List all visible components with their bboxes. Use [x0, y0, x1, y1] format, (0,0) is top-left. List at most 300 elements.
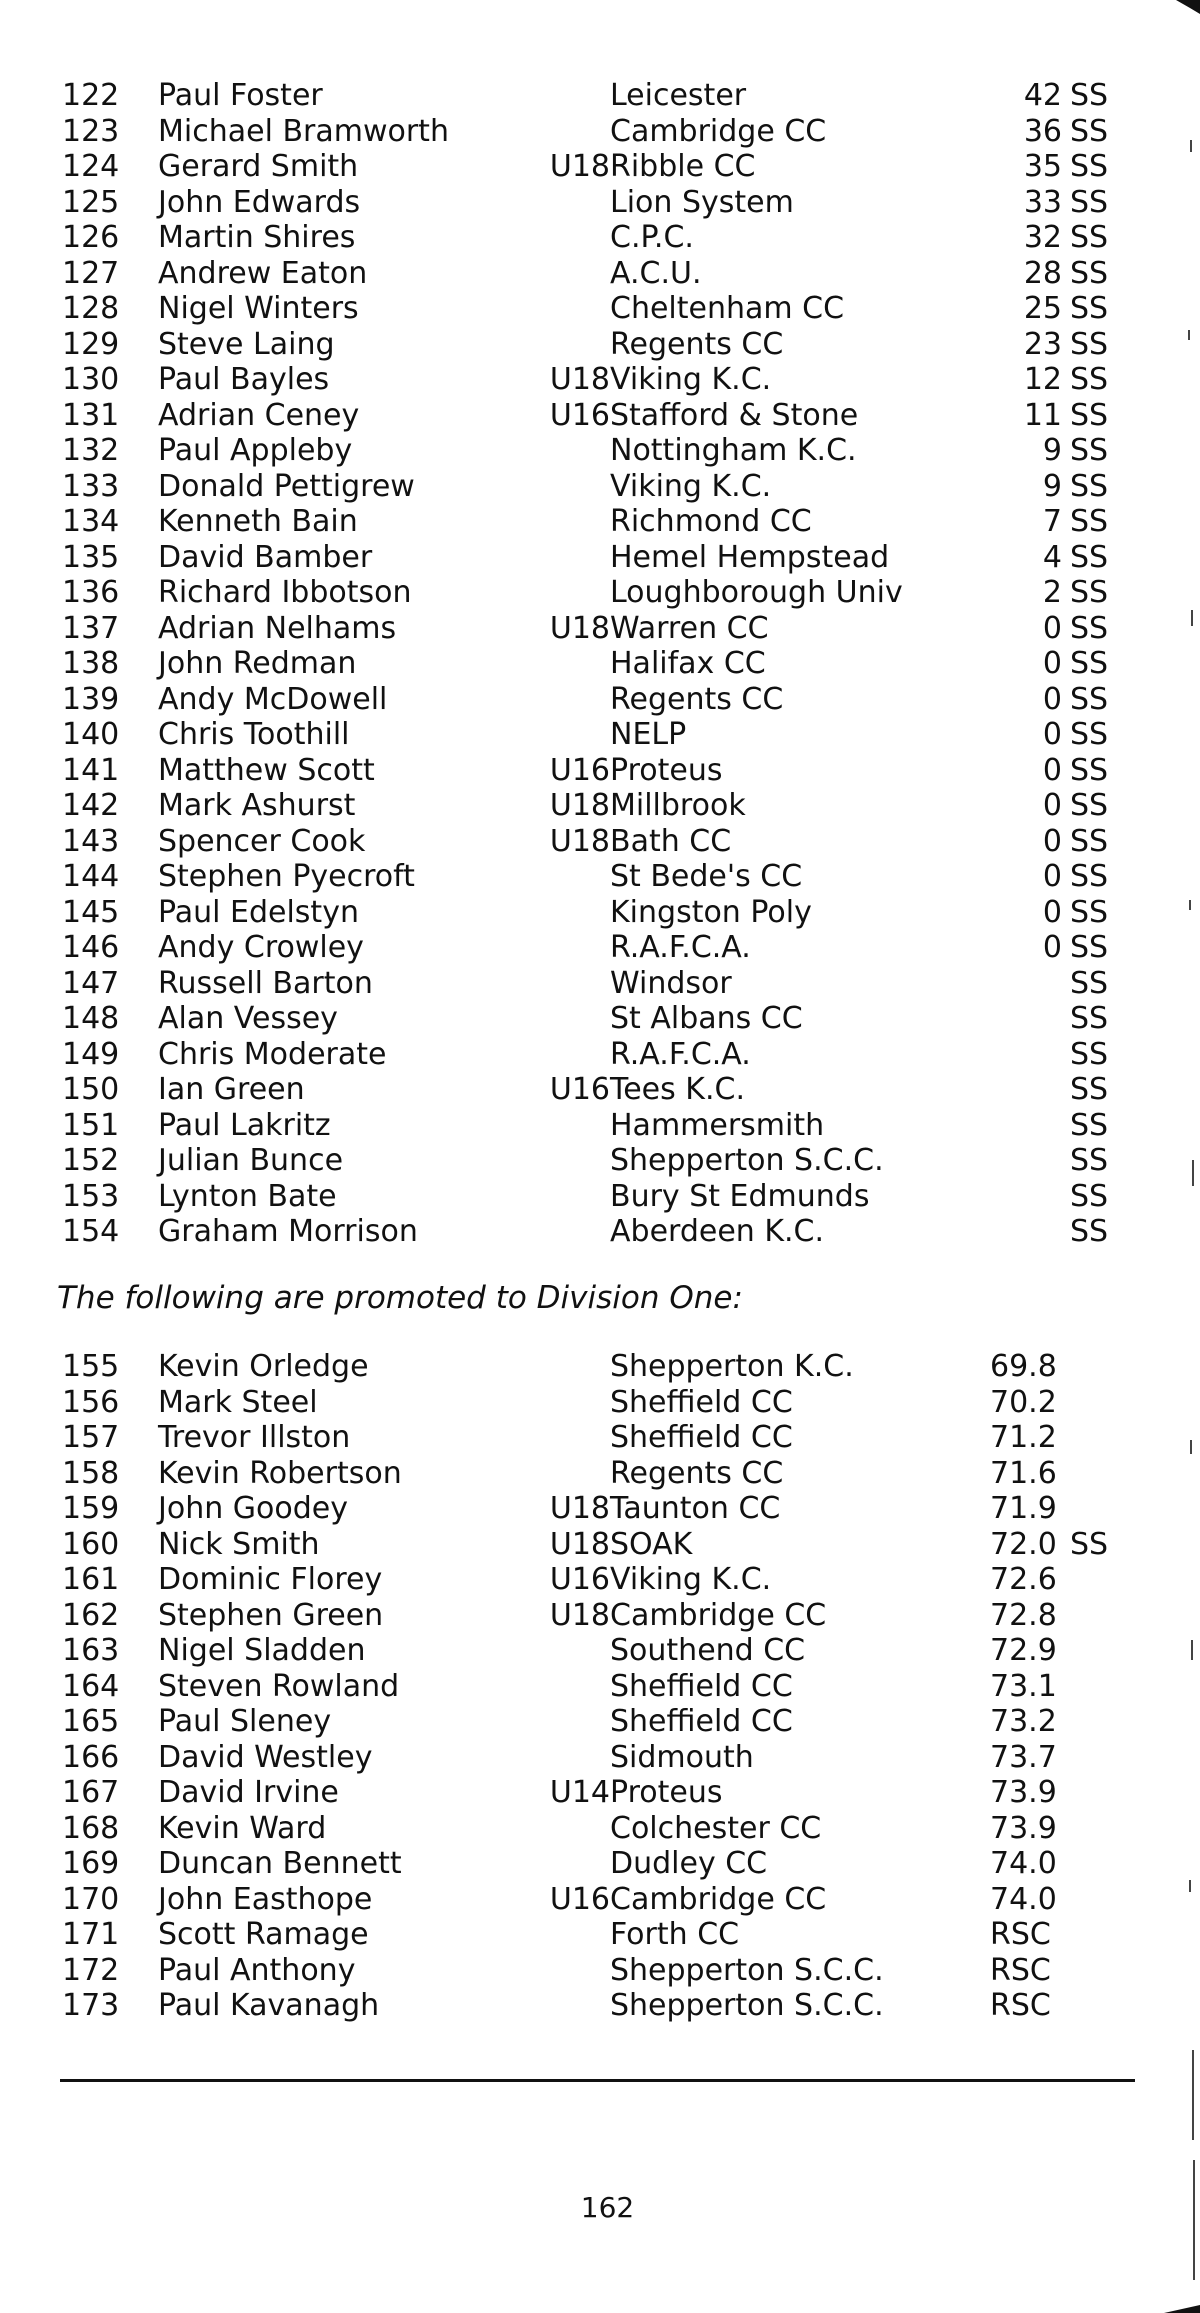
score-value: RSC [990, 1952, 1051, 1988]
competitor-name: Chris Moderate [158, 1036, 387, 1072]
table-row [62, 859, 1132, 895]
club-name: Aberdeen K.C. [610, 1214, 825, 1249]
table-row [62, 753, 1132, 789]
table-row [62, 256, 1132, 292]
entry-number: 138 [62, 646, 120, 681]
table-row [62, 1917, 1132, 1953]
entry-number: 140 [62, 717, 120, 752]
score-value: 73.7 [990, 1739, 1057, 1775]
entry-number: 163 [62, 1633, 120, 1668]
ss-mark: SS [1070, 717, 1109, 752]
table-row [62, 788, 1132, 824]
table-row [62, 646, 1132, 682]
score-value: 0 [1042, 681, 1062, 717]
ss-mark: SS [1070, 823, 1109, 859]
entry-number: 122 [62, 78, 120, 113]
table-row [62, 149, 1132, 185]
promoted-caption: The following are promoted to Division One: [57, 1280, 743, 1316]
ss-mark: SS [1070, 326, 1109, 362]
entry-number: 123 [62, 113, 120, 149]
ss-mark: SS [1070, 859, 1109, 894]
score-value: 35 [1023, 149, 1062, 184]
club-name: Hammersmith [610, 1107, 825, 1143]
age-class: U18 [549, 1526, 610, 1562]
table-row [62, 398, 1132, 434]
competitor-name: Gerard Smith [158, 149, 359, 184]
club-name: Cambridge CC [610, 1881, 827, 1917]
club-name: A.C.U. [610, 255, 702, 291]
entry-number: 169 [62, 1846, 120, 1881]
competitor-name: Ian Green [158, 1072, 305, 1107]
competitor-name: Paul Kavanagh [158, 1988, 380, 2023]
competitor-name: Paul Foster [158, 78, 323, 113]
table-row [62, 1740, 1132, 1776]
score-value: 12 [1023, 362, 1062, 397]
entry-number: 154 [62, 1214, 120, 1249]
entry-number: 147 [62, 965, 120, 1001]
entry-number: 144 [62, 859, 120, 894]
ss-mark: SS [1070, 894, 1109, 930]
ss-mark: SS [1070, 1214, 1109, 1249]
ss-mark: SS [1070, 184, 1109, 220]
ss-mark: SS [1070, 78, 1109, 113]
table-row [62, 1704, 1132, 1740]
score-value: 0 [1042, 752, 1062, 788]
competitor-name: David Westley [158, 1739, 373, 1775]
table-row [62, 433, 1132, 469]
club-name: Sheffield CC [610, 1420, 793, 1455]
club-name: Ribble CC [610, 149, 756, 184]
ss-mark: SS [1070, 575, 1109, 610]
entry-number: 127 [62, 255, 120, 291]
entry-number: 156 [62, 1384, 120, 1420]
competitor-name: Paul Sleney [158, 1704, 332, 1739]
ss-mark: SS [1070, 610, 1109, 646]
table-row [62, 717, 1132, 753]
club-name: Viking K.C. [610, 362, 772, 397]
club-name: Hemel Hempstead [610, 539, 890, 575]
competitor-name: Russell Barton [158, 965, 373, 1001]
table-row [62, 1179, 1132, 1215]
table-row [62, 575, 1132, 611]
entry-number: 153 [62, 1178, 120, 1214]
entry-number: 131 [62, 397, 120, 433]
ss-mark: SS [1070, 504, 1109, 539]
club-name: Dudley CC [610, 1846, 768, 1881]
club-name: Halifax CC [610, 646, 766, 681]
competitor-name: Paul Lakritz [158, 1107, 331, 1143]
competitor-name: Nick Smith [158, 1526, 320, 1562]
club-name: Shepperton K.C. [610, 1349, 854, 1384]
score-value: 0 [1042, 788, 1062, 823]
score-value: 73.1 [990, 1668, 1057, 1704]
table-row [62, 504, 1132, 540]
competitor-name: Trevor Illston [158, 1420, 351, 1455]
score-value: 0 [1042, 894, 1062, 930]
score-value: 7 [1042, 504, 1062, 539]
table-row [62, 220, 1132, 256]
table-row [62, 1037, 1132, 1073]
club-name: Regents CC [610, 326, 784, 362]
entry-number: 160 [62, 1526, 120, 1562]
entry-number: 124 [62, 149, 120, 184]
entry-number: 136 [62, 575, 120, 610]
competitor-name: Andy Crowley [158, 930, 364, 965]
competitor-name: Chris Toothill [158, 717, 350, 752]
club-name: Regents CC [610, 681, 784, 717]
competitor-name: Paul Bayles [158, 362, 330, 397]
club-name: Warren CC [610, 610, 769, 646]
competitor-name: Mark Steel [158, 1384, 318, 1420]
entry-number: 158 [62, 1455, 120, 1491]
table-row [62, 1491, 1132, 1527]
ss-mark: SS [1070, 930, 1109, 965]
competitor-name: Matthew Scott [158, 752, 375, 788]
division-two-results-table [62, 78, 1132, 1250]
competitor-name: Scott Ramage [158, 1917, 369, 1952]
table-row [62, 1633, 1132, 1669]
promoted-results-table [62, 1349, 1132, 2024]
competitor-name: Kevin Orledge [158, 1349, 369, 1384]
table-row [62, 327, 1132, 363]
table-row [62, 362, 1132, 398]
competitor-name: Paul Appleby [158, 433, 353, 468]
ss-mark: SS [1070, 220, 1109, 255]
competitor-name: John Easthope [158, 1881, 373, 1917]
table-row [62, 1562, 1132, 1598]
club-name: Proteus [610, 752, 723, 788]
competitor-name: Stephen Green [158, 1597, 384, 1633]
table-row [62, 1385, 1132, 1421]
competitor-name: Andrew Eaton [158, 255, 368, 291]
club-name: Leicester [610, 78, 747, 113]
club-name: Colchester CC [610, 1810, 822, 1846]
ss-mark: SS [1070, 1526, 1109, 1562]
competitor-name: Richard Ibbotson [158, 575, 412, 610]
club-name: Richmond CC [610, 504, 812, 539]
entry-number: 166 [62, 1739, 120, 1775]
score-value: RSC [990, 1988, 1051, 2023]
entry-number: 125 [62, 184, 120, 220]
entry-number: 149 [62, 1036, 120, 1072]
table-row [62, 1669, 1132, 1705]
score-value: 70.2 [990, 1384, 1057, 1420]
club-name: Sheffield CC [610, 1704, 793, 1739]
score-value: 0 [1042, 646, 1062, 681]
club-name: St Bede's CC [610, 859, 803, 894]
table-row [62, 1143, 1132, 1179]
score-value: 71.2 [990, 1420, 1057, 1455]
entry-number: 132 [62, 433, 120, 468]
club-name: Shepperton S.C.C. [610, 1952, 884, 1988]
entry-number: 148 [62, 1001, 120, 1036]
competitor-name: John Edwards [158, 184, 361, 220]
ss-mark: SS [1070, 539, 1109, 575]
entry-number: 159 [62, 1491, 120, 1526]
entry-number: 172 [62, 1952, 120, 1988]
score-value: 9 [1042, 433, 1062, 468]
ss-mark: SS [1070, 965, 1109, 1001]
score-value: 0 [1042, 717, 1062, 752]
score-value: 71.9 [990, 1491, 1057, 1526]
ss-mark: SS [1070, 1178, 1109, 1214]
ss-mark: SS [1070, 255, 1109, 291]
club-name: Nottingham K.C. [610, 433, 857, 468]
competitor-name: Nigel Winters [158, 291, 359, 326]
score-value: 0 [1042, 823, 1062, 859]
competitor-name: Kevin Robertson [158, 1455, 402, 1491]
entry-number: 139 [62, 681, 120, 717]
club-name: Shepperton S.C.C. [610, 1988, 884, 2023]
entry-number: 128 [62, 291, 120, 326]
table-row [62, 1420, 1132, 1456]
score-value: 73.9 [990, 1810, 1057, 1846]
score-value: 0 [1042, 859, 1062, 894]
entry-number: 162 [62, 1597, 120, 1633]
club-name: St Albans CC [610, 1001, 803, 1036]
score-value: 73.9 [990, 1775, 1057, 1810]
entry-number: 133 [62, 468, 120, 504]
entry-number: 157 [62, 1420, 120, 1455]
ss-mark: SS [1070, 113, 1109, 149]
competitor-name: Martin Shires [158, 220, 356, 255]
table-row [62, 682, 1132, 718]
score-value: 71.6 [990, 1455, 1057, 1491]
age-class: U18 [549, 1491, 610, 1526]
entry-number: 126 [62, 220, 120, 255]
club-name: Kingston Poly [610, 894, 812, 930]
competitor-name: Julian Bunce [158, 1143, 344, 1178]
table-row [62, 1108, 1132, 1144]
age-class: U18 [549, 149, 610, 184]
ss-mark: SS [1070, 1072, 1109, 1107]
club-name: Sidmouth [610, 1739, 754, 1775]
score-value: 72.0 [990, 1526, 1057, 1562]
age-class: U18 [549, 823, 610, 859]
ss-mark: SS [1070, 149, 1109, 184]
age-class: U16 [549, 752, 610, 788]
entry-number: 173 [62, 1988, 120, 2023]
entry-number: 161 [62, 1562, 120, 1597]
club-name: Sheffield CC [610, 1668, 793, 1704]
ss-mark: SS [1070, 646, 1109, 681]
table-row [62, 1072, 1132, 1108]
entry-number: 167 [62, 1775, 120, 1810]
table-row [62, 114, 1132, 150]
score-value: 73.2 [990, 1704, 1057, 1739]
table-row [62, 540, 1132, 576]
club-name: Forth CC [610, 1917, 740, 1952]
competitor-name: Dominic Florey [158, 1562, 383, 1597]
table-row [62, 1527, 1132, 1563]
table-row [62, 1846, 1132, 1882]
ss-mark: SS [1070, 291, 1109, 326]
club-name: Regents CC [610, 1455, 784, 1491]
club-name: Viking K.C. [610, 468, 772, 504]
club-name: Lion System [610, 184, 794, 220]
entry-number: 130 [62, 362, 120, 397]
table-row [62, 1811, 1132, 1847]
entry-number: 170 [62, 1881, 120, 1917]
entry-number: 151 [62, 1107, 120, 1143]
club-name: Loughborough Univ [610, 575, 903, 610]
competitor-name: David Bamber [158, 539, 373, 575]
ss-mark: SS [1070, 468, 1109, 504]
score-value: RSC [990, 1917, 1051, 1952]
club-name: Southend CC [610, 1633, 806, 1668]
table-row [62, 1598, 1132, 1634]
page-number: 162 [580, 2191, 635, 2224]
entry-number: 146 [62, 930, 120, 965]
table-row [62, 469, 1132, 505]
entry-number: 135 [62, 539, 120, 575]
score-value: 72.6 [990, 1562, 1057, 1597]
score-value: 11 [1023, 397, 1062, 433]
competitor-name: Adrian Nelhams [158, 610, 397, 646]
competitor-name: John Redman [158, 646, 357, 681]
competitor-name: Nigel Sladden [158, 1633, 366, 1668]
competitor-name: Duncan Bennett [158, 1846, 402, 1881]
score-value: 25 [1023, 291, 1062, 326]
competitor-name: Donald Pettigrew [158, 468, 415, 504]
page-edge-shadow [1182, 0, 1200, 2313]
club-name: Bath CC [610, 823, 732, 859]
score-value: 74.0 [990, 1846, 1057, 1881]
score-value: 4 [1042, 539, 1062, 575]
club-name: Viking K.C. [610, 1562, 772, 1597]
table-row [62, 1349, 1132, 1385]
score-value: 74.0 [990, 1881, 1057, 1917]
table-row [62, 1214, 1132, 1250]
table-row [62, 1775, 1132, 1811]
club-name: Cambridge CC [610, 1597, 827, 1633]
club-name: Tees K.C. [610, 1072, 745, 1107]
age-class: U18 [549, 1597, 610, 1633]
score-value: 33 [1023, 184, 1062, 220]
table-row [62, 966, 1132, 1002]
entry-number: 152 [62, 1143, 120, 1178]
competitor-name: John Goodey [158, 1491, 348, 1526]
table-row [62, 824, 1132, 860]
competitor-name: Kevin Ward [158, 1810, 327, 1846]
score-value: 0 [1042, 930, 1062, 965]
entry-number: 155 [62, 1349, 120, 1384]
score-value: 36 [1023, 113, 1062, 149]
table-row [62, 1953, 1132, 1989]
score-value: 42 [1023, 78, 1062, 113]
ss-mark: SS [1070, 681, 1109, 717]
competitor-name: Adrian Ceney [158, 397, 360, 433]
ss-mark: SS [1070, 1001, 1109, 1036]
table-row [62, 611, 1132, 647]
entry-number: 129 [62, 326, 120, 362]
score-value: 9 [1042, 468, 1062, 504]
entry-number: 134 [62, 504, 120, 539]
score-value: 32 [1023, 220, 1062, 255]
table-row [62, 291, 1132, 327]
club-name: Shepperton S.C.C. [610, 1143, 884, 1178]
entry-number: 171 [62, 1917, 120, 1952]
entry-number: 143 [62, 823, 120, 859]
club-name: R.A.F.C.A. [610, 1036, 751, 1072]
table-row [62, 1988, 1132, 2024]
score-value: 72.9 [990, 1633, 1057, 1668]
table-row [62, 1001, 1132, 1037]
age-class: U16 [549, 397, 610, 433]
age-class: U14 [549, 1775, 610, 1810]
table-row [62, 1456, 1132, 1492]
club-name: Windsor [610, 965, 732, 1001]
page-corner-foot-icon [1160, 2283, 1200, 2313]
ss-mark: SS [1070, 1143, 1109, 1178]
competitor-name: Paul Anthony [158, 1952, 356, 1988]
competitor-name: Stephen Pyecroft [158, 859, 415, 894]
score-value: 28 [1023, 255, 1062, 291]
entry-number: 142 [62, 788, 120, 823]
club-name: Bury St Edmunds [610, 1178, 870, 1214]
entry-number: 168 [62, 1810, 120, 1846]
ss-mark: SS [1070, 397, 1109, 433]
age-class: U18 [549, 788, 610, 823]
score-value: 72.8 [990, 1597, 1057, 1633]
age-class: U16 [549, 1881, 610, 1917]
entry-number: 150 [62, 1072, 120, 1107]
ss-mark: SS [1070, 752, 1109, 788]
table-row [62, 895, 1132, 931]
club-name: Taunton CC [610, 1491, 781, 1526]
age-class: U16 [549, 1072, 610, 1107]
score-value: 69.8 [990, 1349, 1057, 1384]
club-name: Sheffield CC [610, 1384, 793, 1420]
ss-mark: SS [1070, 362, 1109, 397]
competitor-name: Mark Ashurst [158, 788, 356, 823]
competitor-name: Graham Morrison [158, 1214, 418, 1249]
competitor-name: Michael Bramworth [158, 113, 449, 149]
club-name: R.A.F.C.A. [610, 930, 751, 965]
entry-number: 137 [62, 610, 120, 646]
club-name: NELP [610, 717, 687, 752]
competitor-name: Steve Laing [158, 326, 335, 362]
club-name: C.P.C. [610, 220, 694, 255]
competitor-name: Spencer Cook [158, 823, 366, 859]
club-name: Cambridge CC [610, 113, 827, 149]
score-value: 0 [1042, 610, 1062, 646]
score-value: 23 [1023, 326, 1062, 362]
table-row [62, 78, 1132, 114]
table-row [62, 1882, 1132, 1918]
age-class: U18 [549, 362, 610, 397]
competitor-name: Alan Vessey [158, 1001, 338, 1036]
ss-mark: SS [1070, 788, 1109, 823]
competitor-name: Andy McDowell [158, 681, 388, 717]
table-row [62, 185, 1132, 221]
entry-number: 165 [62, 1704, 120, 1739]
entry-number: 141 [62, 752, 120, 788]
age-class: U18 [549, 610, 610, 646]
competitor-name: Paul Edelstyn [158, 894, 359, 930]
footer-rule [60, 2079, 1135, 2082]
competitor-name: Kenneth Bain [158, 504, 358, 539]
club-name: SOAK [610, 1526, 693, 1562]
ss-mark: SS [1070, 433, 1109, 468]
age-class: U16 [549, 1562, 610, 1597]
club-name: Millbrook [610, 788, 746, 823]
entry-number: 164 [62, 1668, 120, 1704]
score-value: 2 [1042, 575, 1062, 610]
club-name: Proteus [610, 1775, 723, 1810]
competitor-name: David Irvine [158, 1775, 339, 1810]
club-name: Stafford & Stone [610, 397, 859, 433]
